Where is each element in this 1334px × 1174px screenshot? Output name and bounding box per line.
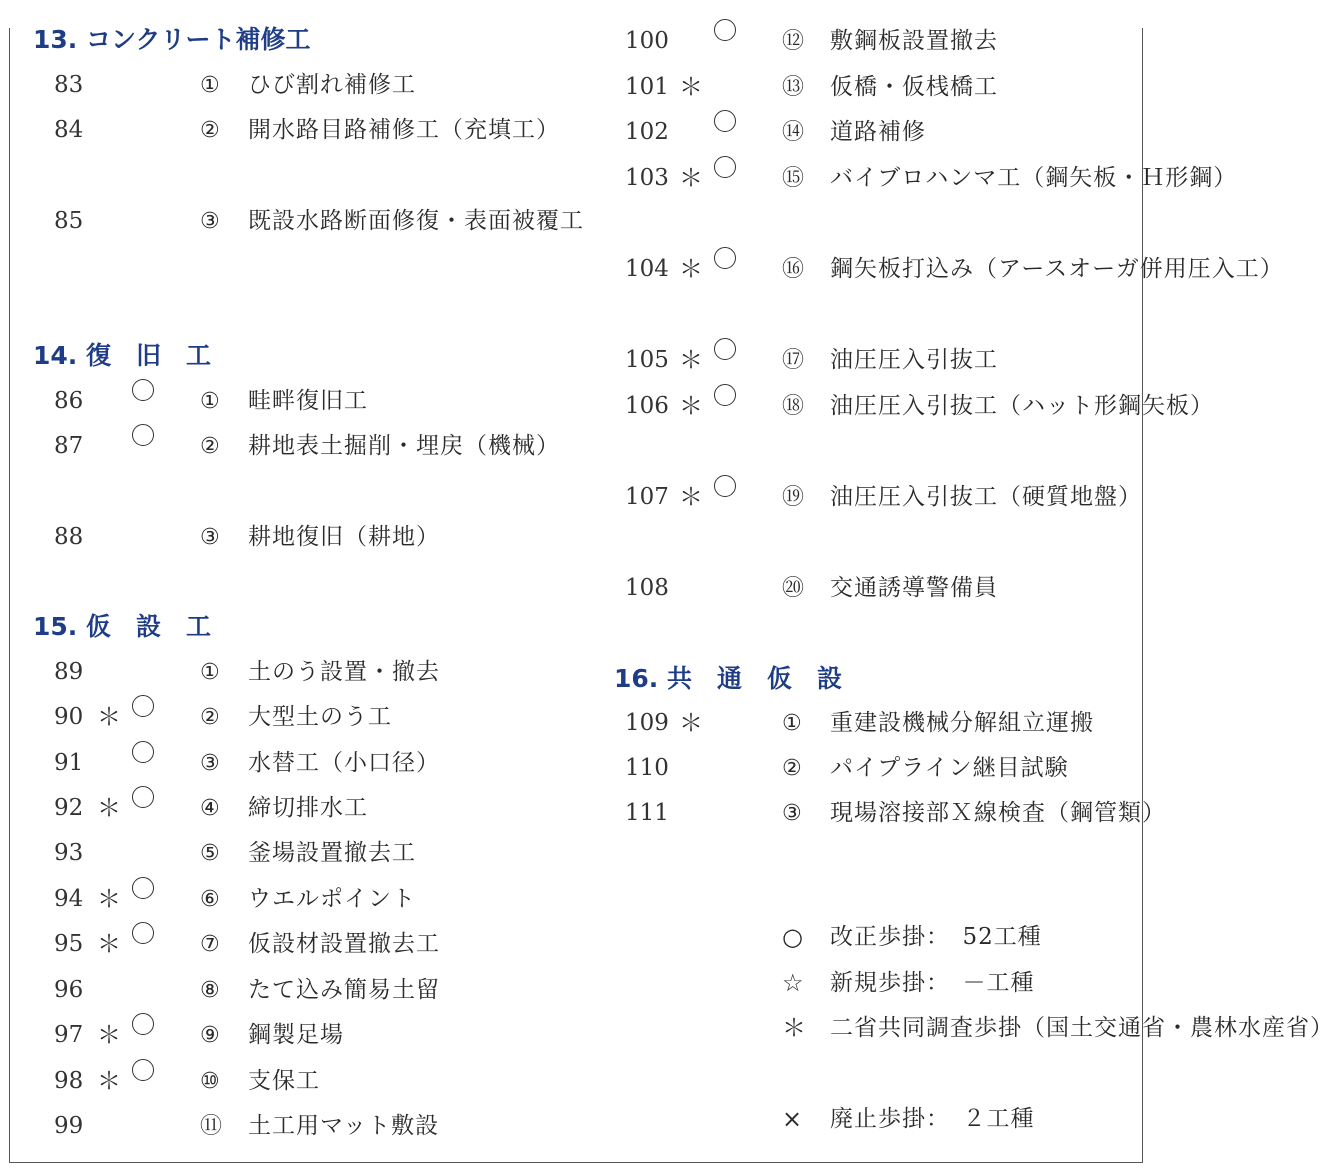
- asterisk-legend-icon: ＊: [782, 1014, 806, 1042]
- section-title-13: 13. コンクリート補修工: [33, 25, 311, 54]
- item-number: 106: [625, 393, 669, 419]
- joint-survey-asterisk: ＊: [679, 709, 703, 737]
- joint-survey-asterisk: ＊: [679, 164, 703, 192]
- section-title-14: 14. 復 旧 工: [33, 341, 211, 370]
- joint-survey-asterisk: ＊: [97, 1021, 121, 1049]
- table-row: [590, 566, 1135, 611]
- item-label: 鋼製足場: [248, 1022, 344, 1048]
- table-row: [0, 877, 560, 922]
- item-label: バイブロハンマ工（鋼矢板・Ｈ形鋼）: [830, 165, 1238, 191]
- item-seq: ③: [200, 751, 220, 776]
- table-row: [590, 791, 1166, 836]
- item-number: 99: [54, 1113, 84, 1139]
- joint-survey-asterisk: ＊: [97, 885, 121, 913]
- revised-circle-icon: [714, 338, 736, 360]
- legend-label: 二省共同調査歩掛（国土交通省・農林水産省）: [830, 1015, 1334, 1041]
- item-number: 97: [54, 1022, 84, 1048]
- table-row: [0, 650, 560, 695]
- revised-circle-icon: [132, 379, 154, 401]
- table-row: [0, 424, 560, 469]
- legend-label: 廃止歩掛： ２工種: [830, 1106, 1035, 1132]
- item-label: 釜場設置撤去工: [248, 840, 416, 866]
- table-row: [590, 338, 1135, 383]
- star-legend-icon: ☆: [782, 969, 804, 997]
- item-number: 98: [54, 1068, 84, 1094]
- legend-item: [590, 1006, 1334, 1051]
- item-seq: ⑰: [782, 348, 805, 373]
- item-label: 既設水路断面修復・表面被覆工: [248, 208, 584, 234]
- item-number: 84: [54, 117, 84, 143]
- joint-survey-asterisk: ＊: [679, 73, 703, 101]
- item-seq: ②: [200, 705, 220, 730]
- joint-survey-asterisk: ＊: [97, 794, 121, 822]
- item-number: 87: [54, 433, 84, 459]
- item-label: 油圧圧入引抜工: [830, 347, 998, 373]
- item-label: 現場溶接部Ｘ線検査（鋼管類）: [830, 800, 1166, 826]
- item-label: 開水路目路補修工（充填工）: [248, 117, 560, 143]
- item-seq: ③: [782, 801, 802, 826]
- revised-circle-icon: [132, 1013, 154, 1035]
- item-number: 100: [625, 28, 669, 54]
- item-number: 108: [625, 575, 669, 601]
- item-label: 土のう設置・撤去: [248, 659, 440, 685]
- item-seq: ⑦: [200, 932, 220, 957]
- revised-circle-icon: [714, 475, 736, 497]
- legend-item: [590, 915, 1135, 960]
- item-number: 105: [625, 347, 669, 373]
- table-row: [0, 831, 560, 876]
- joint-survey-asterisk: ＊: [679, 346, 703, 374]
- table-row: [0, 922, 560, 967]
- item-seq: ⑱: [782, 394, 805, 419]
- revised-circle-icon: [132, 741, 154, 763]
- item-label: 締切排水工: [248, 795, 368, 821]
- item-label: パイプライン継目試験: [830, 755, 1069, 781]
- legend-item: [590, 961, 1135, 1006]
- table-row: [590, 746, 1135, 791]
- item-seq: ①: [200, 73, 220, 98]
- item-number: 104: [625, 256, 669, 282]
- table-row: [0, 63, 560, 108]
- item-label: 耕地復旧（耕地）: [248, 524, 440, 550]
- item-number: 93: [54, 840, 84, 866]
- joint-survey-asterisk: ＊: [97, 930, 121, 958]
- item-seq: ⑳: [782, 576, 805, 601]
- table-row: [590, 19, 1135, 64]
- item-number: 94: [54, 886, 84, 912]
- item-number: 111: [625, 800, 669, 826]
- revised-circle-icon: [714, 110, 736, 132]
- section-title-16: 16. 共 通 仮 設: [614, 664, 842, 693]
- table-row: [0, 1059, 560, 1104]
- item-label: ウエルポイント: [248, 886, 416, 912]
- item-label: たて込み簡易土留: [248, 977, 440, 1003]
- legend-item: [590, 1097, 1135, 1142]
- item-seq: ⑪: [200, 1114, 223, 1139]
- item-label: 仮橋・仮桟橋工: [830, 74, 998, 100]
- item-number: 85: [54, 208, 84, 234]
- item-number: 101: [625, 74, 669, 100]
- item-seq: ②: [200, 118, 220, 143]
- table-row: [590, 701, 1135, 746]
- item-number: 109: [625, 710, 669, 736]
- joint-survey-asterisk: ＊: [97, 703, 121, 731]
- item-label: 耕地表土掘削・埋戻（機械）: [248, 433, 560, 459]
- item-label: 鋼矢板打込み（アースオーガ併用圧入工）: [830, 256, 1284, 282]
- item-label: 水替工（小口径）: [248, 750, 440, 776]
- table-row: [0, 379, 560, 424]
- item-seq: ⑫: [782, 29, 805, 54]
- revised-circle-icon: [714, 156, 736, 178]
- revised-circle-icon: [132, 1059, 154, 1081]
- revised-circle-icon: [714, 19, 736, 41]
- item-label: 大型土のう工: [248, 704, 392, 730]
- item-label: 仮設材設置撤去工: [248, 931, 440, 957]
- item-number: 90: [54, 704, 84, 730]
- item-seq: ⑧: [200, 978, 220, 1003]
- item-number: 103: [625, 165, 669, 191]
- item-seq: ⑨: [200, 1023, 220, 1048]
- table-row: [590, 110, 1135, 155]
- table-row: [590, 156, 1238, 201]
- item-label: 支保工: [248, 1068, 320, 1094]
- joint-survey-asterisk: ＊: [679, 483, 703, 511]
- item-number: 96: [54, 977, 84, 1003]
- item-number: 86: [54, 388, 84, 414]
- table-row: [0, 1104, 560, 1149]
- item-seq: ③: [200, 209, 220, 234]
- item-seq: ①: [200, 660, 220, 685]
- item-seq: ⑬: [782, 75, 805, 100]
- item-seq: ③: [200, 525, 220, 550]
- item-label: 油圧圧入引抜工（ハット形鋼矢板）: [830, 393, 1214, 419]
- item-number: 89: [54, 659, 84, 685]
- item-number: 92: [54, 795, 84, 821]
- item-number: 91: [54, 750, 84, 776]
- table-row: [0, 108, 560, 153]
- revised-circle-icon: [132, 877, 154, 899]
- item-seq: ⑩: [200, 1069, 220, 1094]
- item-number: 102: [625, 119, 669, 145]
- table-row: [0, 515, 560, 560]
- circle-legend-icon: ○: [782, 923, 803, 951]
- legend-label: 改正歩掛： 52工種: [830, 924, 1042, 950]
- item-seq: ④: [200, 796, 220, 821]
- joint-survey-asterisk: ＊: [679, 255, 703, 283]
- item-seq: ⑭: [782, 120, 805, 145]
- table-row: [590, 384, 1214, 429]
- item-seq: ⑤: [200, 841, 220, 866]
- table-row: [590, 65, 1135, 110]
- item-label: 土工用マット敷設: [248, 1113, 440, 1139]
- table-row: [0, 1013, 560, 1058]
- item-number: 107: [625, 484, 669, 510]
- item-seq: ②: [200, 434, 220, 459]
- item-seq: ⑯: [782, 257, 805, 282]
- table-row: [0, 968, 560, 1013]
- section-title-15: 15. 仮 設 工: [33, 612, 211, 641]
- item-seq: ⑲: [782, 485, 805, 510]
- item-number: 83: [54, 72, 84, 98]
- revised-circle-icon: [714, 247, 736, 269]
- item-label: 交通誘導警備員: [830, 575, 998, 601]
- cross-legend-icon: ×: [782, 1105, 803, 1133]
- item-label: ひび割れ補修工: [248, 72, 416, 98]
- table-row: [0, 695, 560, 740]
- revised-circle-icon: [132, 695, 154, 717]
- item-number: 88: [54, 524, 84, 550]
- item-number: 95: [54, 931, 84, 957]
- legend-label: 新規歩掛： －工種: [830, 970, 1035, 996]
- table-row: [0, 199, 584, 244]
- revised-circle-icon: [132, 424, 154, 446]
- revised-circle-icon: [132, 786, 154, 808]
- table-row: [0, 786, 560, 831]
- item-seq: ①: [200, 389, 220, 414]
- revised-circle-icon: [714, 384, 736, 406]
- joint-survey-asterisk: ＊: [97, 1067, 121, 1095]
- revised-circle-icon: [132, 922, 154, 944]
- item-label: 油圧圧入引抜工（硬質地盤）: [830, 484, 1142, 510]
- item-number: 110: [625, 755, 669, 781]
- item-label: 道路補修: [830, 119, 926, 145]
- table-row: [590, 247, 1284, 292]
- item-label: 畦畔復旧工: [248, 388, 368, 414]
- table-row: [590, 475, 1142, 520]
- table-row: [0, 741, 560, 786]
- item-seq: ②: [782, 756, 802, 781]
- item-label: 敷鋼板設置撤去: [830, 28, 998, 54]
- item-seq: ⑥: [200, 887, 220, 912]
- item-label: 重建設機械分解組立運搬: [830, 710, 1094, 736]
- joint-survey-asterisk: ＊: [679, 392, 703, 420]
- item-seq: ⑮: [782, 166, 805, 191]
- item-seq: ①: [782, 711, 802, 736]
